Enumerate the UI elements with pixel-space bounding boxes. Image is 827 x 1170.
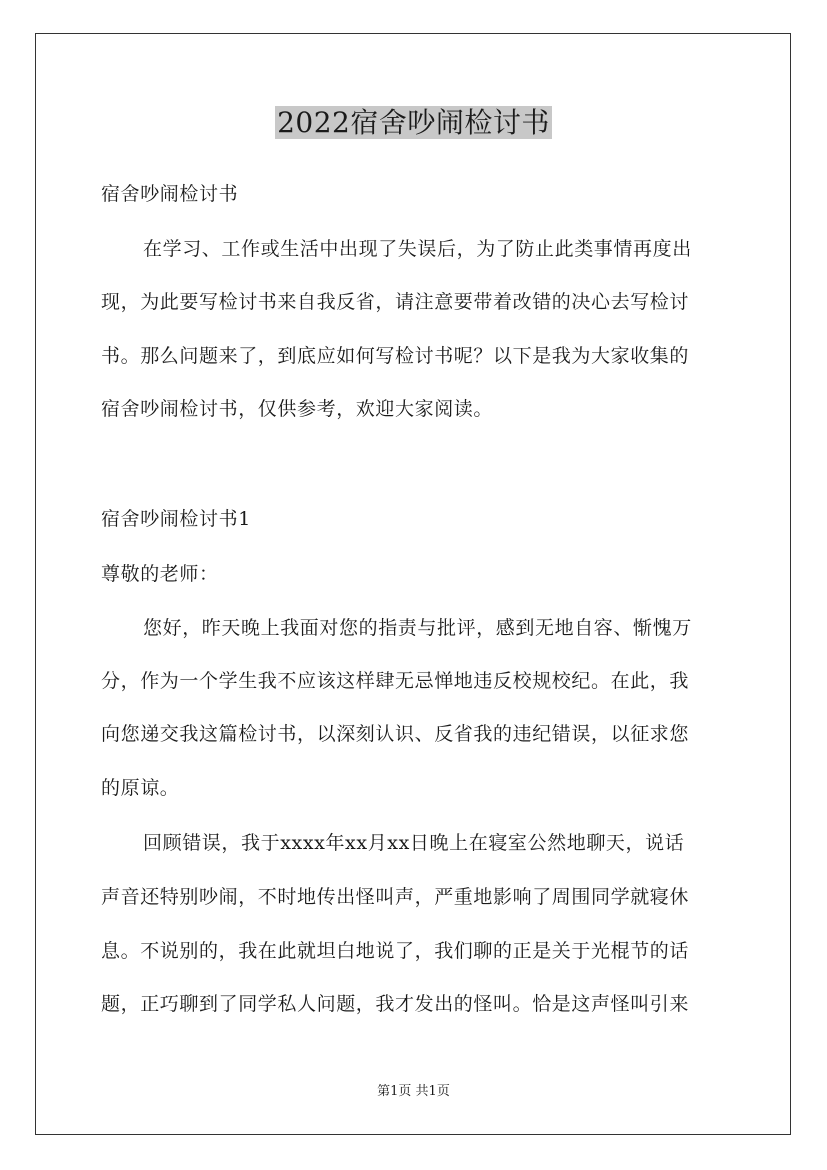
page-footer: 第1页 共1页 bbox=[377, 1084, 450, 1099]
body-line: 分，作为一个学生我不应该这样肆无忌惮地违反校规校纪。在此，我 bbox=[101, 670, 690, 692]
intro-line: 现，为此要写检讨书来自我反省，请注意要带着改错的决心去写检讨 bbox=[101, 291, 690, 313]
body-line: 向您递交我这篇检讨书，以深刻认识、反省我的违纪错误，以征求您 bbox=[101, 723, 690, 745]
intro-line: 书。那么问题来了，到底应如何写检讨书呢？以下是我为大家收集的 bbox=[101, 345, 690, 367]
section-heading: 宿舍吵闹检讨书1 bbox=[101, 508, 251, 530]
section-heading: 宿舍吵闹检讨书 bbox=[101, 183, 239, 205]
intro-line: 在学习、工作或生活中出现了失误后，为了防止此类事情再度出 bbox=[143, 238, 692, 260]
body-line: 您好，昨天晚上我面对您的指责与批评，感到无地自容、惭愧万 bbox=[143, 617, 692, 639]
body-line: 声音还特别吵闹，不时地传出怪叫声，严重地影响了周围同学就寝休 bbox=[101, 886, 690, 908]
intro-line: 宿舍吵闹检讨书，仅供参考，欢迎大家阅读。 bbox=[101, 398, 494, 420]
body-line: 的原谅。 bbox=[101, 777, 180, 799]
body-line: 回顾错误，我于xxxx年xx月xx日晚上在寝室公然地聊天，说话 bbox=[143, 832, 685, 854]
body-line: 息。不说别的，我在此就坦白地说了，我们聊的正是关于光棍节的话 bbox=[101, 940, 690, 962]
salutation: 尊敬的老师： bbox=[101, 563, 219, 585]
body-line: 题，正巧聊到了同学私人问题，我才发出的怪叫。恰是这声怪叫引来 bbox=[101, 993, 690, 1015]
document-title-wrap bbox=[0, 103, 827, 143]
document-title: 2022宿舍吵闹检讨书 bbox=[277, 106, 550, 139]
